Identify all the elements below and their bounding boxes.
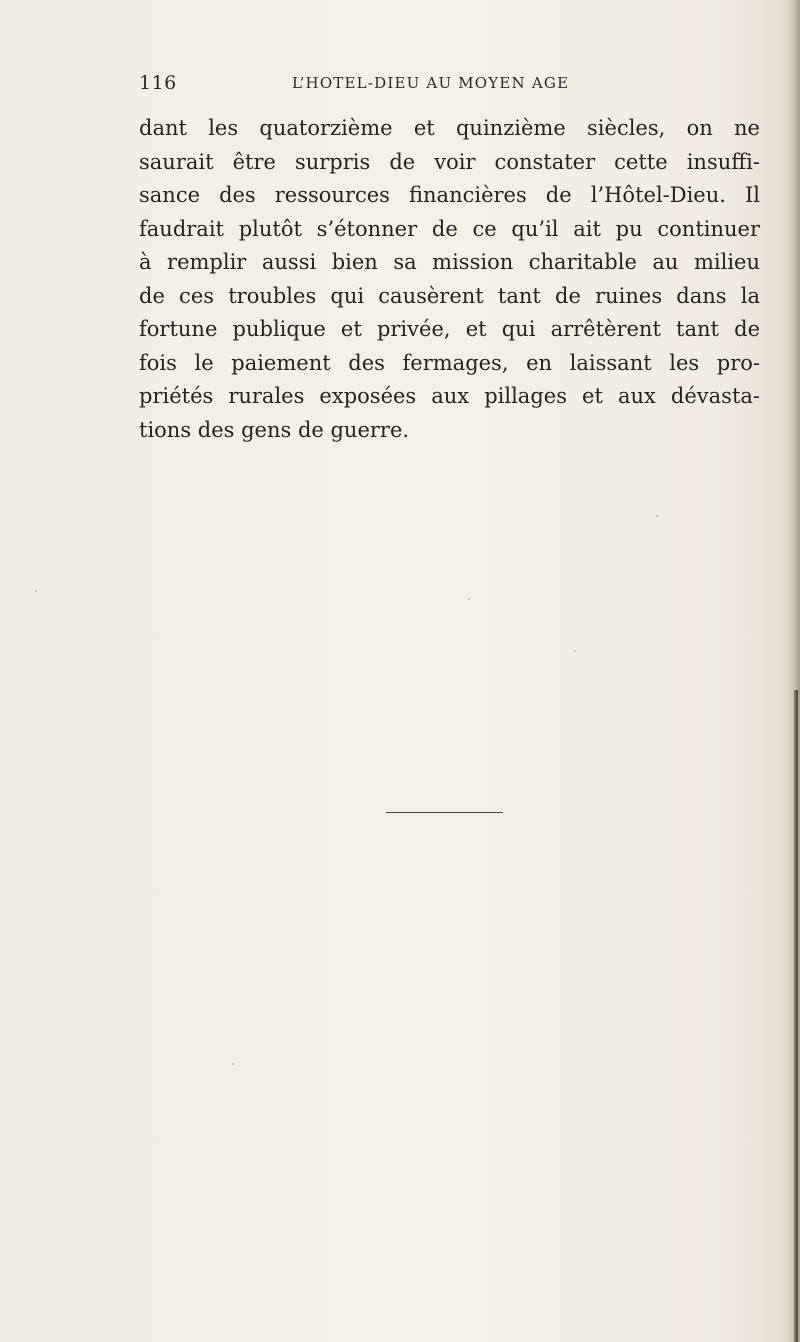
text-line: fortune publique et privée, et qui arrêtèrent tant de bbox=[139, 317, 760, 341]
text-line: à remplir aussi bien sa mission charitable au milieu bbox=[139, 250, 760, 274]
paper-speck bbox=[468, 598, 470, 600]
text-line: priétés rurales exposées aux pillages et aux dévasta- bbox=[139, 384, 760, 408]
paper-speck bbox=[35, 590, 37, 592]
text-line: saurait être surpris de voir constater cette insuffi- bbox=[139, 149, 760, 174]
text-line: de ces troubles qui causèrent tant de ruines dans la bbox=[139, 283, 760, 308]
text-line: faudrait plutôt s’étonner de ce qu’il ait pu continuer bbox=[139, 216, 760, 241]
text-line: fois le paiement des fermages, en laissant les pro- bbox=[139, 350, 760, 375]
paper-speck bbox=[574, 650, 576, 652]
page-edge-binding bbox=[793, 690, 798, 1342]
page-header bbox=[139, 72, 760, 98]
body-paragraph bbox=[139, 112, 760, 447]
text-line: dant les quatorzième et quinzième siècles, on ne bbox=[139, 116, 760, 140]
page-number: 116 bbox=[139, 72, 177, 94]
text-line: sance des ressources financières de l’Hôtel-Dieu. Il bbox=[139, 183, 760, 207]
running-head: L’HOTEL-DIEU AU MOYEN AGE bbox=[292, 74, 570, 92]
section-end-rule bbox=[386, 812, 503, 813]
paper-speck bbox=[656, 515, 658, 517]
paper-speck bbox=[232, 1063, 234, 1065]
text-line-last: tions des gens de guerre. bbox=[139, 417, 410, 442]
